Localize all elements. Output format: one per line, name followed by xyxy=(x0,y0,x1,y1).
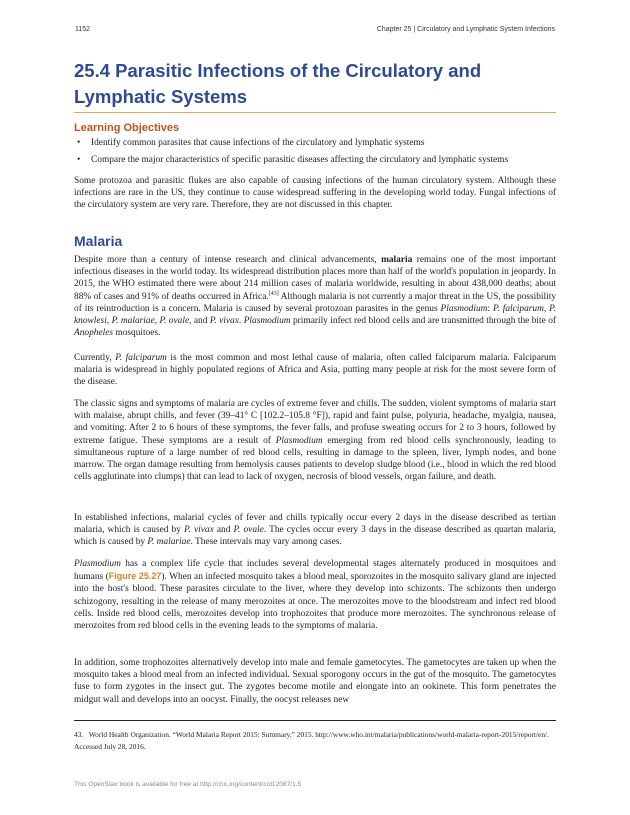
malaria-paragraph-2 xyxy=(74,352,556,389)
species-name: P. malariae xyxy=(147,537,191,548)
genus-name: Plasmodium xyxy=(243,316,291,327)
text-run: Despite more than a century of intense research and clinical advancements, xyxy=(74,255,382,265)
species-name: P. knowlesi xyxy=(74,303,557,327)
page-number: 1152 xyxy=(75,26,91,33)
text-run: : xyxy=(487,303,493,314)
text-run: In established infections, malarial cycles of fever and chills typically occur every 2 days in the disease described as tertian malaria, which is caused by xyxy=(74,513,556,536)
malaria-paragraph-1 xyxy=(74,254,556,339)
text-run: Although malaria is not currently a major threat in the US, the possibility of its reintroduction is a concern. Malaria is caused by several protozoan parasites in the genus xyxy=(74,291,557,314)
footnote xyxy=(74,729,556,753)
text-run: . The cycles occur every 3 days in the disease described as quartan malaria, which is caused by xyxy=(74,525,556,548)
malaria-paragraph-3 xyxy=(74,398,556,483)
bullet-icon: • xyxy=(77,138,81,148)
text-run: ). When an infected mosquito takes a blood meal, sporozoites in the mosquito salivary gland are injected into the host's blood. These parasites circulate to the liver, where they develop into schizonts. The schizonts then undergo schizogony, resulting in the release of many merozoites at once. The merozoites move to the bloodstream and infect red blood cells. Inside red blood cells, merozoites develop into trophozoites that produce more merozoites. The synchronous release of merozoites from red blood cells in the evening leads to the symptoms of malaria. xyxy=(74,572,556,632)
figure-reference-link[interactable]: Figure 25.27 xyxy=(108,571,162,582)
genus-name: Plasmodium xyxy=(74,559,121,569)
page-footer: This OpenStax book is available for free at http://cnx.org/content/col12087/1.5 xyxy=(74,781,302,788)
footnote-text: World Health Organization. “World Malaria Report 2015: Summary.” 2015. http://www.who.int/malaria/publications/world-malaria-report-2015/report/en/. Accessed July 28, 2016. xyxy=(74,730,549,751)
genus-name: Plasmodium xyxy=(275,435,323,446)
species-name: P. falciparum xyxy=(115,353,167,363)
learning-objective-item xyxy=(74,154,556,171)
learning-objectives-list xyxy=(74,137,556,171)
chapter-header: Chapter 25 | Circulatory and Lymphatic System Infections xyxy=(376,26,555,33)
text-run: and xyxy=(213,525,234,536)
species-name: P. ovale xyxy=(233,525,264,536)
malaria-paragraph-4 xyxy=(74,512,556,549)
footnote-marker[interactable]: [43] xyxy=(268,290,279,297)
species-name: P. vivax xyxy=(209,316,239,327)
text-run: remains one of the most important infectious diseases in the world today. Its widespread distribution places more than half of the world's population in jeopardy. In 2015, the WHO estimated there were about 214 million cases of malaria worldwide, resulting in about 438,000 deaths; about 88% of cases and 91% of deaths occurred in Africa. xyxy=(74,255,556,302)
learning-objective-text: Compare the major characteristics of specific parasitic diseases affecting the circulatory and lymphatic systems xyxy=(91,155,509,165)
footnote-divider xyxy=(74,720,556,721)
learning-objectives-heading: Learning Objectives xyxy=(74,122,180,134)
text-run: The classic signs and symptoms of malaria are cycles of extreme fever and chills. The sudden, violent symptoms of malaria start with malaise, abrupt chills, and fever (39–41° C [102.2–105.8 °F]), rapid and faint pulse, polyuria, headache, myalgia, nausea, and vomiting. After 2 to 6 hours of these symptoms, the fever falls, and profuse sweating occurs for 2 to 3 hours, followed by extreme fatigue. These symptoms are a result of xyxy=(74,399,556,446)
species-name: P. malariae xyxy=(111,316,155,327)
title-divider xyxy=(74,112,556,113)
species-name: P. falciparum xyxy=(492,303,544,314)
footnote-number: 43. xyxy=(74,730,84,739)
species-name: P. vivax xyxy=(184,525,214,536)
section-title: 25.4 Parasitic Infections of the Circulatory and Lymphatic Systems xyxy=(74,60,482,107)
genus-name: Plasmodium xyxy=(440,303,488,314)
intro-paragraph: Some protozoa and parasitic flukes are also capable of causing infections of the human circulatory system. Although these infections are rare in the US, they continue to cause widespread suffering in the developing world today. Fungal infections of the circulatory system are very rare. Therefore, they are not discussed in this chapter. xyxy=(74,176,556,211)
text-run: primarily infect red blood cells and are transmitted through the bite of xyxy=(290,316,557,327)
genus-name: Anopheles xyxy=(74,328,114,339)
key-term-malaria: malaria xyxy=(381,255,413,265)
text-run: . These intervals may vary among cases. xyxy=(190,537,342,548)
text-run: , xyxy=(106,316,112,327)
learning-objective-item xyxy=(74,137,556,154)
text-run: has a complex life cycle that includes several developmental stages alternately produced in mosquitoes and humans ( xyxy=(74,559,556,583)
malaria-paragraph-6: In addition, some trophozoites alternatively develop into male and female gametocytes. The gametocytes are taken up when the mosquito takes a blood meal from an infected individual. Sexual sporogony occurs in the gut of the mosquito. The gametocytes fuse to form zygotes in the insect gut. The zygotes become motile and elongate into an ookinete. This form penetrates the midgut wall and develops into an oocyst. Finally, the oocyst releases new xyxy=(74,658,556,705)
text-run: emerging from red blood cells synchronously, leading to simultaneous rupture of a large number of red blood cells, resulting in damage to the spleen, liver, lymph nodes, and bone marrow. The organ damage resulting from hemolysis causes patients to develop sludge blood (i.e., blood in which the red blood cells agglutinate into clumps) that can lead to lack of oxygen, necrosis of blood vessels, organ failure, and death. xyxy=(74,435,556,483)
text-run: mosquitoes. xyxy=(113,328,161,339)
text-run: . xyxy=(238,316,244,327)
text-run: is the most common and most lethal cause of malaria, often called falciparum malaria. Falciparum malaria is widespread in highly populated regions of Africa and Asia, putting many people at risk for the most severe form of the disease. xyxy=(74,353,557,388)
malaria-heading: Malaria xyxy=(74,233,123,249)
text-run: Currently, xyxy=(74,353,116,363)
malaria-paragraph-5 xyxy=(74,558,556,632)
text-run: , xyxy=(543,303,550,314)
learning-objective-text: Identify common parasites that cause infections of the circulatory and lymphatic systems xyxy=(91,138,425,148)
text-run: , xyxy=(154,316,160,327)
species-name: P. ovale xyxy=(159,316,190,327)
bullet-icon: • xyxy=(77,155,81,165)
text-run: , and xyxy=(189,316,210,327)
